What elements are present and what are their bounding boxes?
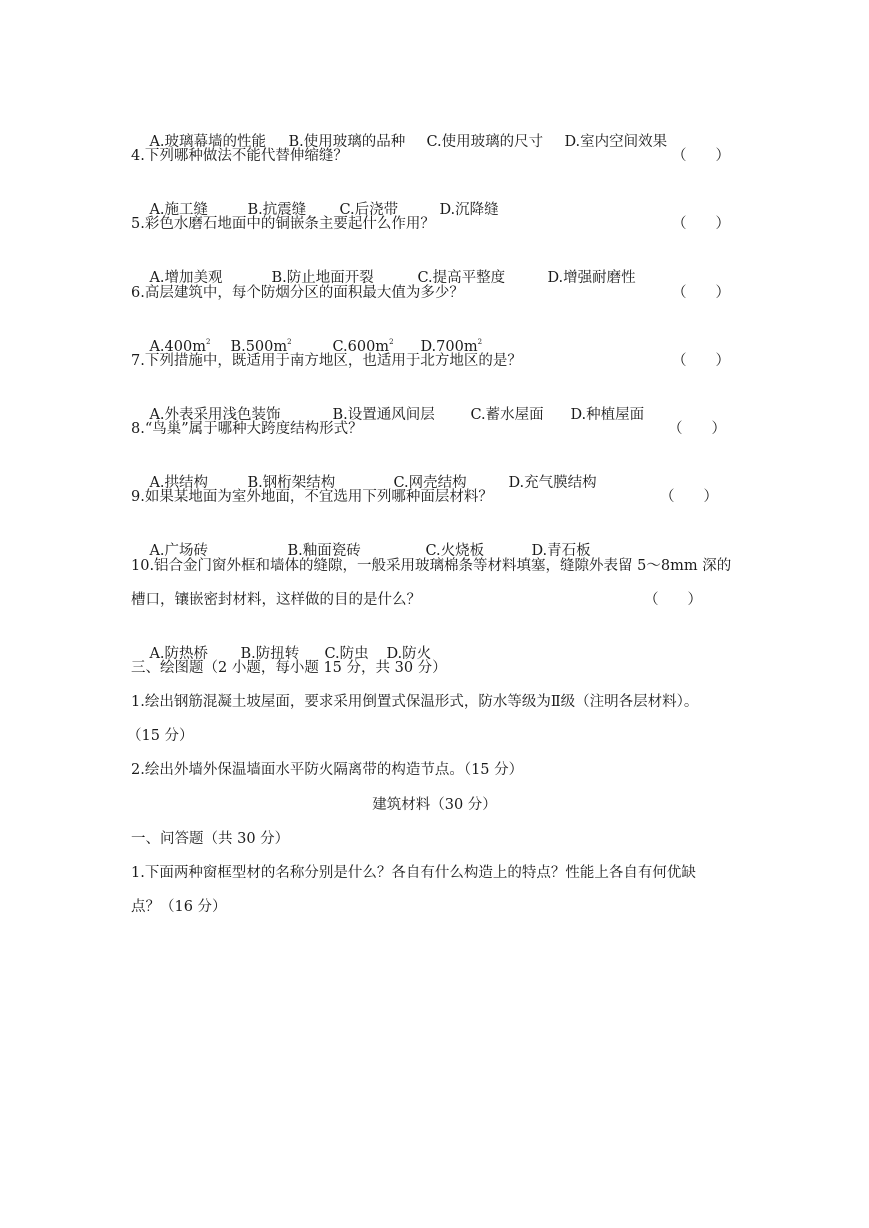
q10-answer-blank: （ ） <box>644 592 702 608</box>
option-d: D.防火 <box>386 646 432 662</box>
option-c: C.蓄水屋面 <box>470 407 544 423</box>
option-b: B.抗震缝 <box>247 202 307 218</box>
materials-q1-line1: 1.下面两种窗框型材的名称分别是什么？各自有什么构造上的特点？性能上各自有何优缺 <box>131 865 696 881</box>
option-a: $A.400m^2$ <box>149 338 211 355</box>
option-c: C.防虫 <box>324 646 369 662</box>
option-d: $D.700m^2$ <box>420 338 483 355</box>
option-b: B.使用玻璃的品种 <box>288 134 406 150</box>
materials-title: 建筑材料（30 分） <box>372 797 497 813</box>
option-a: A.施工缝 <box>149 202 209 218</box>
option-c: C.后浇带 <box>339 202 399 218</box>
option-d: D.沉降缝 <box>439 202 499 218</box>
option-d: D.青石板 <box>531 543 591 559</box>
option-a: A.玻璃幕墙的性能 <box>149 134 267 150</box>
option-c: C.使用玻璃的尺寸 <box>426 134 544 150</box>
option-b: B.防扭转 <box>240 646 300 662</box>
q5-answer-blank: （ ） <box>672 216 730 232</box>
option-c: $C.600m^2$ <box>332 338 394 355</box>
option-a: A.增加美观 <box>149 270 223 286</box>
option-a: A.防热桥 <box>149 646 209 662</box>
q9-stem: 9.如果某地面为室外地面，不宜选用下列哪种面层材料？ <box>131 489 493 505</box>
q8-answer-blank: （ ） <box>668 421 726 437</box>
option-a: A.广场砖 <box>149 543 209 559</box>
option-b: B.设置通风间层 <box>332 407 435 423</box>
q4-stem: 4.下列哪种做法不能代替伸缩缝？ <box>131 148 348 164</box>
drawing-q1-line2: （15 分） <box>127 728 194 744</box>
drawing-q1-line1: 1.绘出钢筋混凝土坡屋面，要求采用倒置式保温形式，防水等级为Ⅱ级（注明各层材料）。 <box>131 694 699 710</box>
q6-answer-blank: （ ） <box>672 285 730 301</box>
q7-stem: 7.下列措施中，既适用于南方地区，也适用于北方地区的是？ <box>131 353 522 369</box>
q8-stem: 8.“鸟巢”属于哪种大跨度结构形式？ <box>131 421 363 437</box>
option-b: B.钢桁架结构 <box>247 475 336 491</box>
option-d: D.充气膜结构 <box>508 475 597 491</box>
drawing-q2: 2.绘出外墙外保温墙面水平防火隔离带的构造节点。（15 分） <box>131 762 524 778</box>
materials-heading: 一、问答题（共 30 分） <box>131 831 290 847</box>
materials-q1-line2: 点？（16 分） <box>131 899 227 915</box>
option-b: $B.500m^2$ <box>230 338 292 355</box>
option-c: C.提高平整度 <box>417 270 506 286</box>
q9-answer-blank: （ ） <box>660 489 718 505</box>
q4-answer-blank: （ ） <box>672 148 730 164</box>
option-b: B.防止地面开裂 <box>271 270 374 286</box>
q10-stem-line1: 10.铝合金门窗外框和墙体的缝隙，一般采用玻璃棉条等材料填塞，缝隙外表留 5～8mm 深的 <box>131 558 732 574</box>
q6-stem: 6.高层建筑中，每个防烟分区的面积最大值为多少？ <box>131 285 464 301</box>
q5-stem: 5.彩色水磨石地面中的铜嵌条主要起什么作用？ <box>131 216 435 232</box>
option-d: D.室内空间效果 <box>564 134 668 150</box>
option-c: C.网壳结构 <box>393 475 467 491</box>
section3-heading: 三、绘图题（2 小题，每小题 15 分，共 30 分） <box>131 660 447 676</box>
q7-answer-blank: （ ） <box>672 353 730 369</box>
q10-stem-line2: 槽口，镶嵌密封材料，这样做的目的是什么？ <box>131 592 421 608</box>
option-a: A.外表采用浅色装饰 <box>149 407 281 423</box>
option-d: D.种植屋面 <box>570 407 645 423</box>
option-d: D.增强耐磨性 <box>547 270 636 286</box>
option-c: C.火烧板 <box>425 543 485 559</box>
option-a: A.拱结构 <box>149 475 209 491</box>
option-b: B.釉面瓷砖 <box>287 543 361 559</box>
